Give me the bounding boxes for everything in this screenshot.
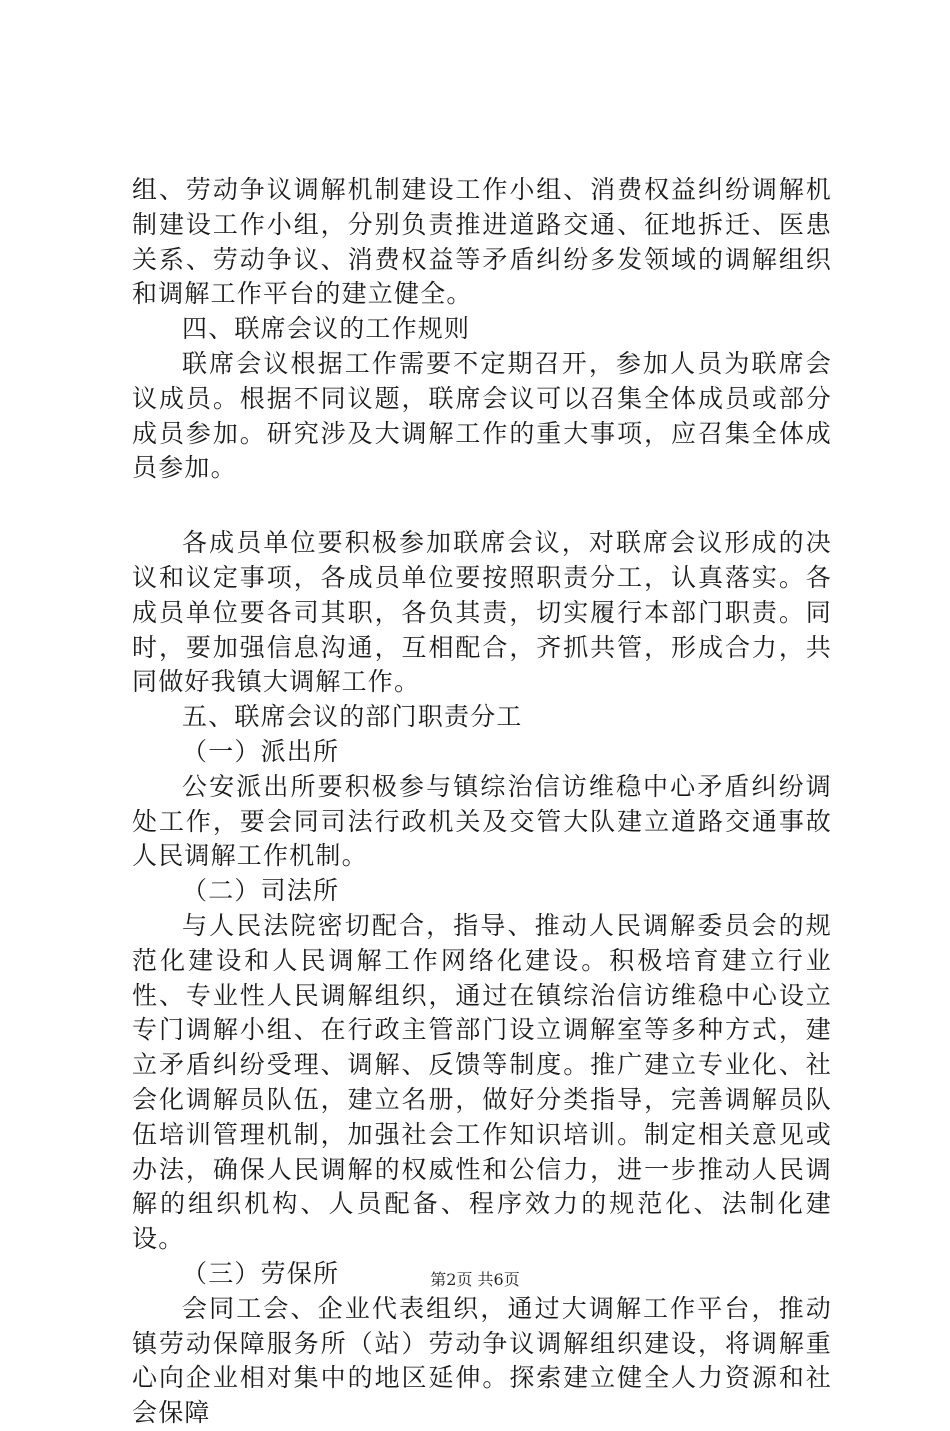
section-heading-5: 五、联席会议的部门职责分工: [182, 702, 523, 732]
subheading-police-station: （一）派出所: [182, 736, 340, 766]
paragraph-judicial-office: 与人民法院密切配合，指导、推动人民调解委员会的规范化建设和人民调解工作网络化建设。积极培育建立行业性、专业性人民调解组织，通过在镇综治信访维稳中心设立专门调解小组、在行政主管部门设立调解室等多种方式，建立矛盾纠纷受理、调解、反馈等制度。推广建立专业化、社会化调解员队伍，建立名册，做好分类指导，完善调解员队伍培训管理机制，加强社会工作知识培训。制定相关意见或办法，确保人民调解的权威性和公信力，进一步推动人民调解的组织机构、人员配备、程序效力的规范化、法制化建设。: [132, 910, 832, 1254]
section-heading-4: 四、联席会议的工作规则: [182, 314, 471, 344]
paragraph-labor-office: 会同工会、企业代表组织，通过大调解工作平台，推动镇劳动保障服务所（站）劳动争议调解组织建设，将调解重心向企业相对集中的地区延伸。探索建立健全人力资源和社会保障: [132, 1293, 832, 1428]
paragraph-continuation: 组、劳动争议调解机制建设工作小组、消费权益纠纷调解机制建设工作小组，分别负责推进道路交通、征地拆迁、医患关系、劳动争议、消费权益等矛盾纠纷多发领域的调解组织和调解工作平台的建立健全。: [132, 175, 832, 309]
paragraph-member-units: 各成员单位要积极参加联席会议，对联席会议形成的决议和议定事项，各成员单位要按照职责分工，认真落实。各成员单位要各司其职，各负其责，切实履行本部门职责。同时，要加强信息沟通，互相配合，齐抓共管，形成合力，共同做好我镇大调解工作。: [132, 528, 832, 697]
paragraph-police-station: 公安派出所要积极参与镇综治信访维稳中心矛盾纠纷调处工作，要会同司法行政机关及交管大队建立道路交通事故人民调解工作机制。: [132, 771, 832, 871]
subheading-judicial-office: （二）司法所: [182, 876, 340, 906]
page-number: 第2页 共6页: [430, 1270, 520, 1289]
document-body: [132, 173, 832, 1431]
paragraph-meeting-rules: 联席会议根据工作需要不定期召开，参加人员为联席会议成员。根据不同议题，联席会议可以召集全体成员或部分成员参加。研究涉及大调解工作的重大事项，应召集全体成员参加。: [132, 348, 832, 483]
paragraph-gap: [132, 486, 832, 526]
subheading-labor-office: （三）劳保所: [182, 1258, 340, 1288]
